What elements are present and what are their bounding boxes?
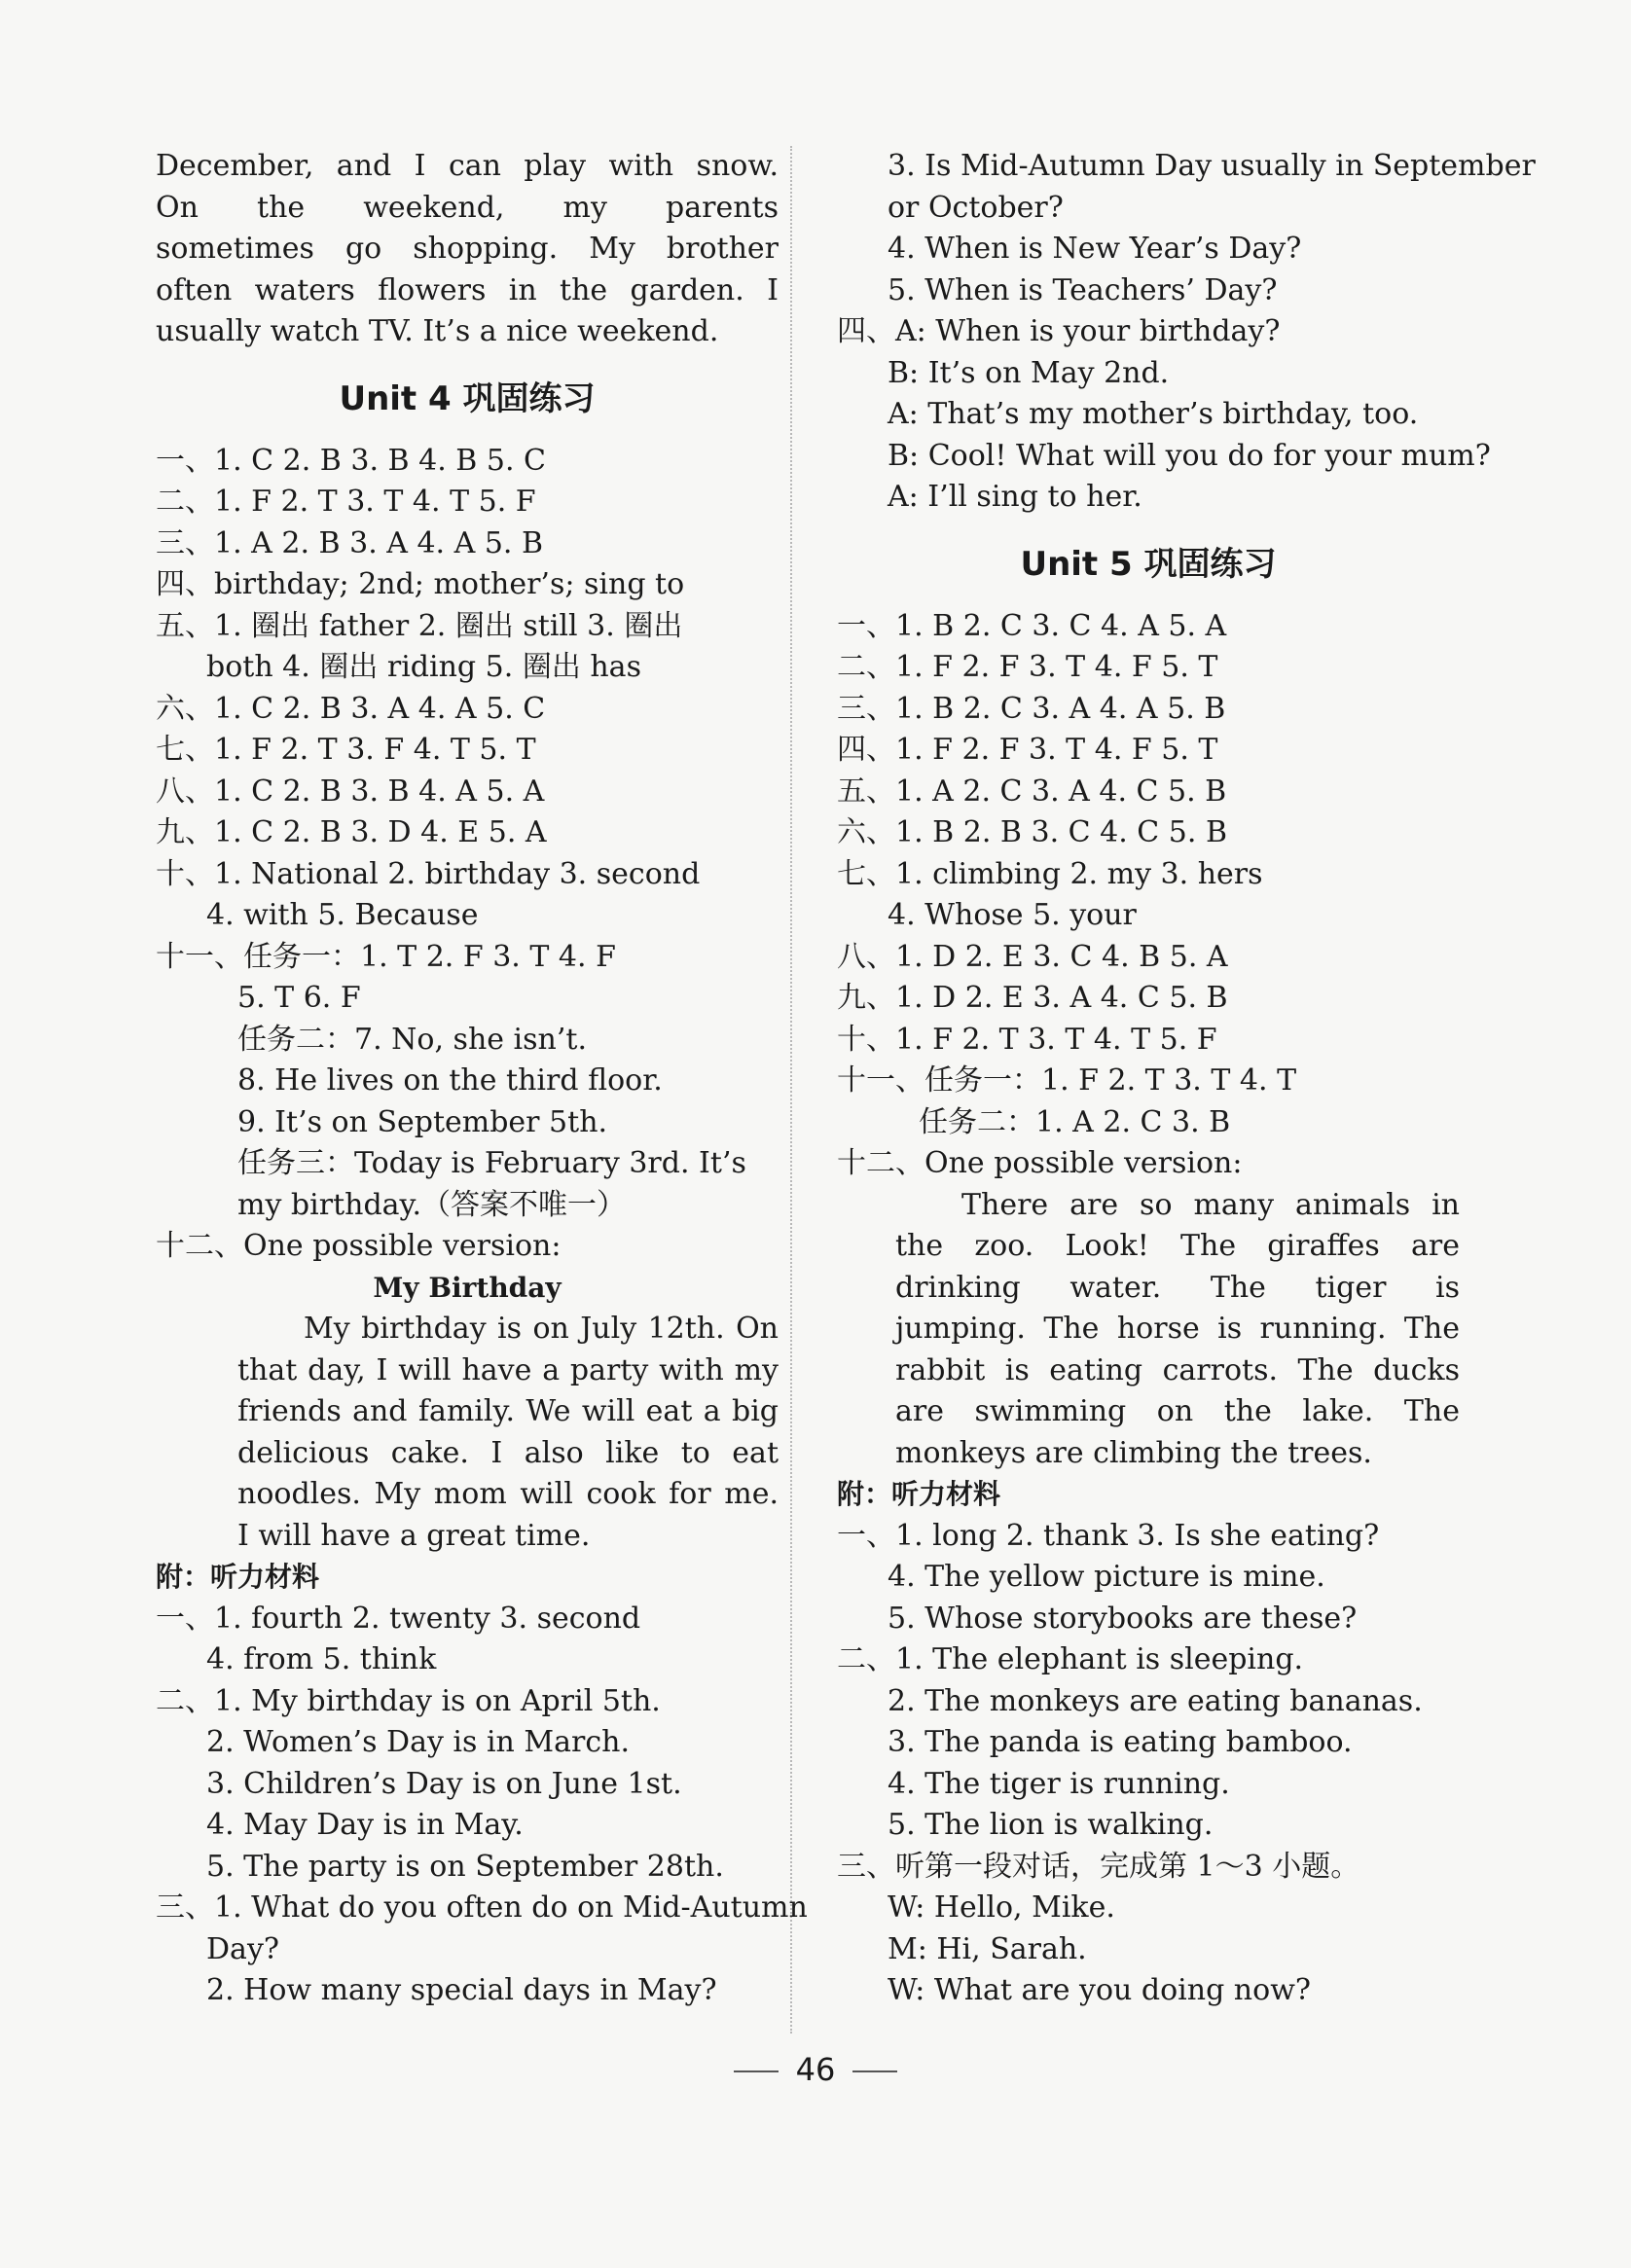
listening-line: 4. The tiger is running. [888,1766,1230,1801]
answer-line: 六、1. B 2. B 3. C 4. C 5. B [837,815,1227,849]
listening-line: Day? [206,1931,279,1966]
answer-line: 八、1. C 2. B 3. B 4. A 5. A [156,774,545,809]
answer-line: 十一、任务一：1. T 2. F 3. T 4. F [156,939,616,974]
answer-line: 一、1. B 2. C 3. C 4. A 5. A [837,608,1227,643]
answer-line: 十二、One possible version: [156,1229,562,1263]
answer-line: 二、1. F 2. T 3. T 4. T 5. F [156,485,536,519]
answer-line: 二、1. F 2. F 3. T 4. F 5. T [837,650,1218,684]
answer-line: 五、1. 圈出 father 2. 圈出 still 3. 圈出 [156,608,683,643]
column-divider [790,146,792,2034]
listening-line: 3. Children’s Day is on June 1st. [206,1766,682,1801]
essay-line: monkeys are climbing the trees. [895,1435,1372,1470]
listening-line: 4. When is New Year’s Day? [888,232,1302,266]
answer-line: 任务二：7. No, she isn’t. [237,1022,587,1057]
intro-line: sometimes go shopping. My brother [156,232,779,266]
listening-line: 5. When is Teachers’ Day? [888,272,1278,307]
listening-line: 5. Whose storybooks are these? [888,1601,1358,1636]
essay-title: My Birthday [373,1271,562,1304]
listening-line: 2. Women’s Day is in March. [206,1725,631,1759]
listening-line: 4. from 5. think [206,1642,437,1676]
essay-line: the zoo. Look! The giraffes are [895,1229,1460,1263]
answer-line: 十一、任务一：1. F 2. T 3. T 4. T [837,1063,1297,1098]
essay-line: There are so many animals in [961,1187,1460,1222]
intro-line: On the weekend, my parents [156,190,779,225]
dialog-line: W: Hello, Mike. [888,1890,1115,1925]
answer-line: 九、1. D 2. E 3. A 4. C 5. B [837,981,1228,1015]
intro-line: often waters flowers in the garden. I [156,272,779,307]
listening-line: 3. Is Mid-Autumn Day usually in September [888,149,1536,183]
footer-dash [734,2070,779,2072]
answer-line: 八、1. D 2. E 3. C 4. B 5. A [837,939,1228,974]
intro-line: December, and I can play with snow. [156,149,779,183]
unit5-heading: Unit 5 巩固练习 [1020,544,1277,584]
essay-line: are swimming on the lake. The [895,1394,1460,1428]
answer-line: 8. He lives on the third floor. [237,1063,663,1098]
answer-line: 任务二：1. A 2. C 3. B [919,1104,1231,1139]
listening-heading: 附：听力材料 [837,1478,1001,1510]
listening-line: 2. How many special days in May? [206,1973,717,2007]
answer-line: 四、1. F 2. F 3. T 4. F 5. T [837,733,1218,767]
dialog-line: A: I’ll sing to her. [888,480,1142,514]
listening-line: 二、1. My birthday is on April 5th. [156,1683,661,1718]
answer-line: 5. T 6. F [237,981,361,1015]
answer-line: 十、1. F 2. T 3. T 4. T 5. F [837,1022,1217,1057]
answer-line: 任务三：Today is February 3rd. It’s [237,1146,746,1180]
dialog-line: B: Cool! What will you do for your mum? [888,438,1491,473]
answer-line: 七、1. F 2. T 3. F 4. T 5. T [156,733,536,767]
answer-line: 九、1. C 2. B 3. D 4. E 5. A [156,815,547,849]
essay-line: delicious cake. I also like to eat [237,1435,779,1470]
listening-line: 三、1. What do you often do on Mid-Autumn [156,1890,808,1925]
dialog-line: W: What are you doing now? [888,1973,1311,2007]
unit4-heading: Unit 4 巩固练习 [339,378,596,418]
answer-line: 十、1. National 2. birthday 3. second [156,856,701,891]
listening-line: 三、听第一段对话，完成第 1～3 小题。 [837,1849,1360,1884]
page-number: 46 [795,2051,836,2088]
answer-line: 4. Whose 5. your [888,898,1137,932]
answer-line: 三、1. B 2. C 3. A 4. A 5. B [837,691,1226,726]
essay-line: jumping. The horse is running. The [895,1312,1460,1346]
essay-line: noodles. My mom will cook for me. [237,1477,779,1511]
listening-line: 5. The party is on September 28th. [206,1849,724,1884]
dialog-line: 四、A: When is your birthday? [837,314,1281,348]
essay-line: My birthday is on July 12th. On [304,1312,779,1346]
answer-line: 一、1. C 2. B 3. B 4. B 5. C [156,443,546,478]
listening-heading: 附：听力材料 [156,1561,320,1593]
answer-line: 4. with 5. Because [206,898,479,932]
dialog-line: A: That’s my mother’s birthday, too. [888,397,1419,431]
dialog-line: M: Hi, Sarah. [888,1931,1087,1966]
footer-dash [852,2070,897,2072]
essay-line: I will have a great time. [237,1518,591,1553]
essay-line: friends and family. We will eat a big [237,1394,779,1428]
listening-line: 4. The yellow picture is mine. [888,1560,1325,1594]
listening-line: or October? [888,190,1064,225]
dialog-line: B: It’s on May 2nd. [888,355,1170,390]
listening-line: 一、1. fourth 2. twenty 3. second [156,1601,641,1636]
listening-line: 二、1. The elephant is sleeping. [837,1642,1304,1676]
left-column [156,146,808,2012]
essay-line: that day, I will have a party with my [237,1352,779,1387]
listening-line: 4. May Day is in May. [206,1808,524,1842]
answer-line: both 4. 圈出 riding 5. 圈出 has [206,650,641,684]
intro-line: usually watch TV. It’s a nice weekend. [156,314,719,348]
listening-line: 5. The lion is walking. [888,1808,1214,1842]
answer-line: 五、1. A 2. C 3. A 4. C 5. B [837,774,1227,809]
listening-line: 3. The panda is eating bamboo. [888,1725,1353,1759]
essay-line: rabbit is eating carrots. The ducks [895,1352,1460,1387]
answer-line: my birthday.（答案不唯一） [237,1187,627,1222]
essay-line: drinking water. The tiger is [895,1270,1460,1305]
answer-line: 三、1. A 2. B 3. A 4. A 5. B [156,525,544,560]
right-column [837,146,1536,2012]
page-footer [0,2051,1631,2088]
answer-line: 六、1. C 2. B 3. A 4. A 5. C [156,691,546,726]
answer-line: 十二、One possible version: [837,1146,1243,1180]
answer-line: 9. It’s on September 5th. [237,1104,608,1139]
answer-line: 七、1. climbing 2. my 3. hers [837,856,1263,891]
answer-line: 四、birthday; 2nd; mother’s; sing to [156,567,685,601]
listening-line: 2. The monkeys are eating bananas. [888,1683,1423,1718]
listening-line: 一、1. long 2. thank 3. Is she eating? [837,1518,1380,1553]
